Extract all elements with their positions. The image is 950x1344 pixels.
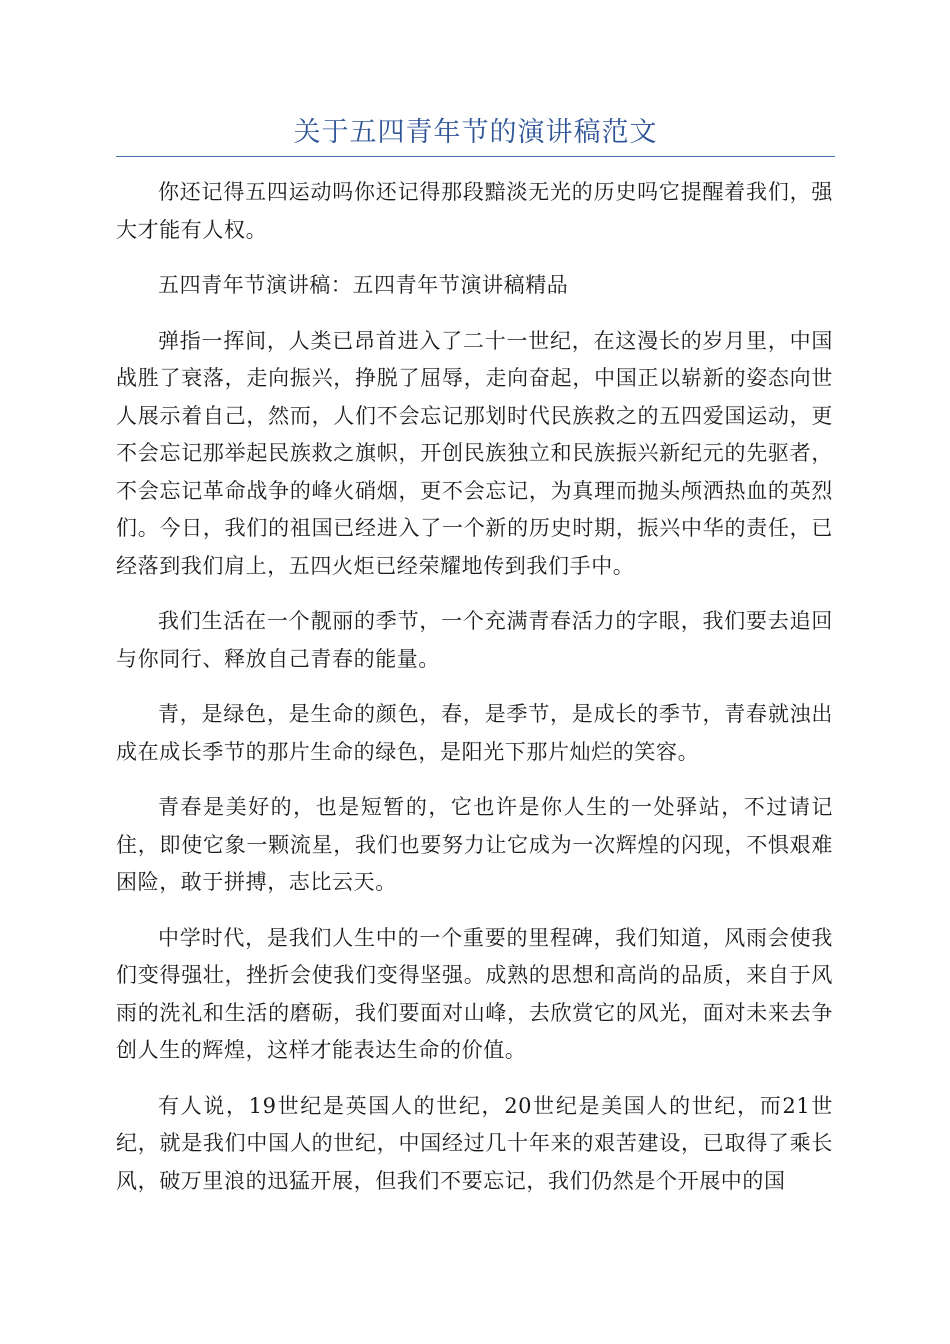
paragraph-6: 青春是美好的，也是短暂的，它也许是你人生的一处驿站，不过请记住，即使它象一颗流星，我们也要努力让它成为一次辉煌的闪现，不惧艰难困险，敢于拼搏，志比云天。: [116, 795, 833, 894]
paragraph-4: 我们生活在一个靓丽的季节，一个充满青春活力的字眼，我们要去追回与你同行、释放自己青春的能量。: [116, 609, 833, 671]
paragraph-1: 你还记得五四运动吗你还记得那段黯淡无光的历史吗它提醒着我们，强大才能有人权。: [116, 180, 833, 242]
title-block: [116, 110, 835, 157]
paragraph-8: 有人说，19世纪是英国人的世纪，20世纪是美国人的世纪，而21世纪，就是我们中国人的世纪，中国经过几十年来的艰苦建设，已取得了乘长风，破万里浪的迅猛开展，但我们不要忘记，我们仍然是个开展中的国: [116, 1093, 833, 1193]
paragraph-3: 弹指一挥间，人类已昂首进入了二十一世纪，在这漫长的岁月里，中国战胜了衰落，走向振兴，挣脱了屈辱，走向奋起，中国正以崭新的姿态向世人展示着自己，然而，人们不会忘记那划时代民族救之的五四爱国运动，更不会忘记那举起民族救之旗帜，开创民族独立和民族振兴新纪元的先驱者，不会忘记革命战争的峰火硝烟，更不会忘记，为真理而抛头颅洒热血的英烈们。今日，我们的祖国已经进入了一个新的历史时期，振兴中华的责任，已经落到我们肩上，五四火炬已经荣耀地传到我们手中。: [116, 328, 833, 578]
paragraph-7: 中学时代，是我们人生中的一个重要的里程碑，我们知道，风雨会使我们变得强壮，挫折会使我们变得坚强。成熟的思想和高尚的品质，来自于风雨的洗礼和生活的磨砺，我们要面对山峰，去欣赏它的风光，面对未来去争创人生的辉煌，这样才能表达生命的价值。: [116, 925, 833, 1062]
page-title: 关于五四青年节的演讲稿范文: [293, 117, 658, 148]
document-body: [116, 174, 833, 1218]
paragraph-2: 五四青年节演讲稿：五四青年节演讲稿精品: [158, 273, 569, 297]
paragraph-5: 青，是绿色，是生命的颜色，春，是季节，是成长的季节，青春就浊出成在成长季节的那片生命的绿色，是阳光下那片灿烂的笑容。: [116, 702, 833, 764]
